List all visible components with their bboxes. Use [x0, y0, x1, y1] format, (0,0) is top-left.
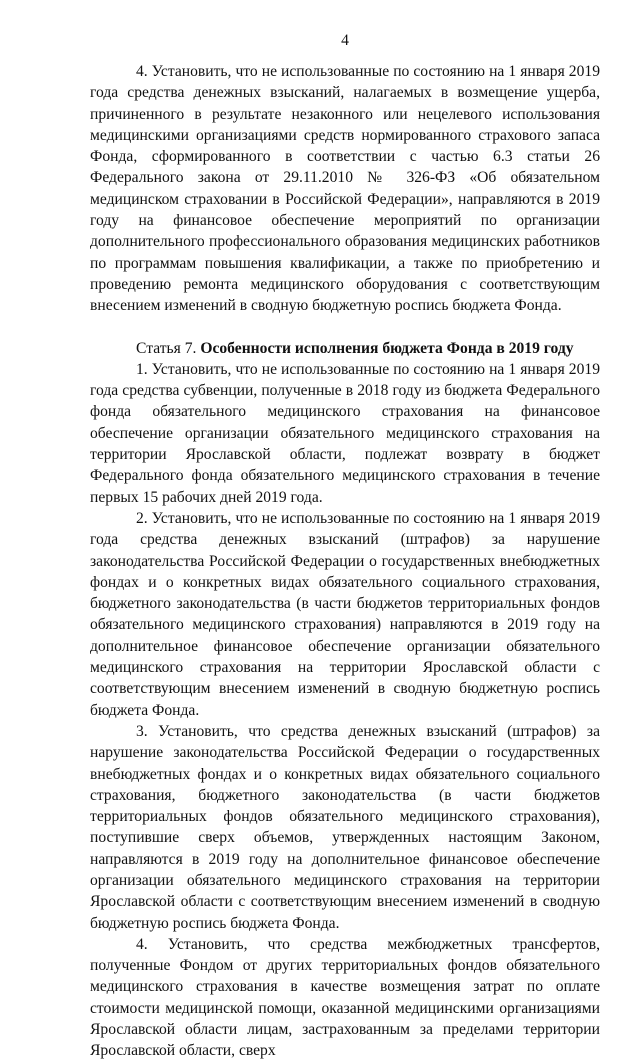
- article-7-label: Статья 7.: [136, 339, 197, 357]
- paragraph-prev-4: 4. Установить, что не использованные по состоянию на 1 января 2019 года средства денежных взысканий, налагаемых в возмещение ущерба, причиненного в результате незаконного или нецелевого использования медицинскими организациями средств нормированного страхового запаса Фонда, сформированного в соответствии с частью 6.3 статьи 26 Федерального закона от 29.11.2010 № 326-ФЗ «Об обязательном медицинском страховании в Российской Федерации», направляются в 2019 году на финансовое обеспечение мероприятий по организации дополнительного профессионального образования медицинских работников по программам повышения квалификации, а также по приобретению и проведению ремонта медицинского оборудования с соответствующим внесением изменений в сводную бюджетную роспись бюджета Фонда.: [90, 63, 600, 315]
- document-page: [90, 0, 600, 1060]
- document-body: [90, 61, 600, 1062]
- article-7-paragraph-3: 3. Установить, что средства денежных взысканий (штрафов) за нарушение законодательства Российской Федерации о государственных внебюджетных фондах и о конкретных видах обязательного социального страхования, бюджетного законодательства (в части бюджетов территориальных фондов обязательного медицинского страхования), поступившие сверх объемов, утвержденных настоящим Законом, направляются в 2019 году на дополнительное финансовое обеспечение организации обязательного медицинского страхования на территории Ярославской области с соответствующим внесением изменений в сводную бюджетную роспись бюджета Фонда.: [90, 722, 600, 932]
- article-7-heading: [90, 338, 600, 359]
- page-number: 4: [341, 32, 349, 49]
- article-7-paragraph-1: 1. Установить, что не использованные по состоянию на 1 января 2019 года средства субвенции, полученные в 2018 году из бюджета Федерального фонда обязательного медицинского страхования на финансовое обеспечение организации обязательного медицинского страхования на территории Ярославской области, подлежат возврату в бюджет Федерального фонда обязательного медицинского страхования в течение первых 15 рабочих дней 2019 года.: [90, 360, 600, 506]
- article-7-paragraph-2: 2. Установить, что не использованные по состоянию на 1 января 2019 года средства денежных взысканий (штрафов) за нарушение законодательства Российской Федерации о государственных внебюджетных фондах и о конкретных видах обязательного социального страхования, бюджетного законодательства (в части бюджетов территориальных фондов обязательного медицинского страхования) направляются в 2019 году на дополнительное финансовое обеспечение организации обязательного медицинского страхования на территории Ярославской области с соответствующим внесением изменений в сводную бюджетную роспись бюджета Фонда.: [90, 509, 600, 719]
- article-7-title: Особенности исполнения бюджета Фонда в 2019 году: [200, 339, 574, 357]
- article-7-paragraph-4: 4. Установить, что средства межбюджетных трансфертов, полученные Фондом от других территориальных фондов обязательного медицинского страхования в качестве возмещения затрат по оплате стоимости медицинской помощи, оказанной медицинскими организациями Ярославской области лицам, застрахованным за пределами территории Ярославской области, сверх: [90, 935, 600, 1060]
- paragraph-gap: [90, 317, 600, 338]
